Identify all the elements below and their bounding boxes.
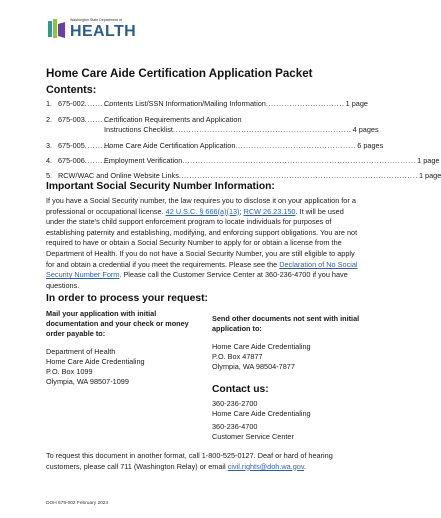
item-pages: 6 pages [357, 141, 384, 150]
contact-label: Customer Service Center [212, 432, 294, 441]
item-title: Contents List/SSN Information/Mailing Information [104, 99, 266, 108]
list-item: 1. 675-002 .......... Contents List/SSN Information/Mailing Information .............................. 1 page [46, 99, 368, 108]
item-title: Certification Requirements and Application [104, 115, 242, 124]
contents-heading: Contents: [46, 84, 97, 96]
item-code: 675-005 [58, 141, 85, 150]
other-documents-block [212, 314, 362, 372]
item-number: 3. [46, 141, 53, 150]
item-code: 675-002 [58, 99, 85, 108]
item-title: RCW/WAC and Online Website Links [58, 171, 179, 180]
contact-heading: Contact us: [212, 384, 269, 395]
contact-label: Home Care Aide Credentialing [212, 409, 311, 418]
document-title: Home Care Aide Certification Application Packet [46, 67, 313, 80]
item-number: 5. [46, 171, 53, 180]
logo-department-text: Washington State Department of [70, 18, 123, 22]
item-pages: 1 page [418, 171, 441, 180]
item-pages: 1 page [417, 156, 440, 165]
contact-customer-service [212, 422, 294, 442]
item-pages: 1 page [345, 99, 368, 108]
logo-wordmark: HEALTH [70, 23, 137, 40]
civil-rights-email-link[interactable]: civil.rights@doh.wa.gov [227, 461, 304, 471]
document-number: DOH 675-002 February 2024 [46, 501, 109, 506]
doh-logo [46, 18, 136, 42]
doh-logo-mark-icon [46, 18, 66, 40]
item-number: 1. [46, 99, 53, 108]
other-documents-address: Home Care Aide Credentialing P.O. Box 47877 Olympia, WA 98504-7877 [212, 342, 311, 371]
list-item: 5. RCW/WAC and Online Website Links ........................................................................................... 1 page [46, 171, 441, 180]
item-number: 4. [46, 156, 53, 165]
item-code: 675-006 [58, 156, 85, 165]
item-number: 2. [46, 115, 53, 124]
list-item: 2. 675-003 .......... Certification Requirements and Application Instructions Checklist .................................................................... 4 pages [46, 115, 379, 134]
mail-application-heading: Mail your application with initial documentation and your check or money order payable to: [46, 309, 189, 338]
ssn-paragraph: If you have a Social Security number, the law requires you to disclose it on your application for a professional or occupational license. 42 U.S.C. § 666(a)(13); RCW 26.23.150. It will be used under the state’s child support enforcement program to locate individuals for purposes of establishing paternity and establishing, modifying, and enforcing support obligations. You are not required to have or obtain a Social Security Number to apply for or obtain a license from the Department of Health. If you do not have a Social Security Number, you are still eligible to apply for and obtain a credential if you meet the requirements. Please see the Declaration of No Social Security Number Form. Please call the Customer Service Center at 360-236-4700 if you have questions. [46, 196, 358, 290]
accessibility-paragraph: To request this document in another format, call 1-800-525-0127. Deaf or hard of hearing customers, please call 711 (Washington Relay) or email civil.rights@doh.wa.gov. [46, 451, 333, 471]
process-heading: In order to process your request: [46, 293, 208, 304]
rcw-link[interactable]: RCW 26.23.150 [243, 206, 296, 216]
item-title: Home Care Aide Certification Application [104, 141, 236, 150]
item-code: 675-003 [58, 115, 85, 124]
list-item: 3. 675-005 .......... Home Care Aide Certification Application .............................................. 6 pages [46, 141, 384, 150]
other-documents-heading: Send other documents not sent with initial application to: [212, 314, 360, 333]
item-title-line2: Instructions Checklist [104, 125, 173, 134]
declaration-form-link[interactable]: Declaration of No Social Security Number Form [46, 259, 358, 280]
contact-phone: 360-236-4700 [212, 422, 258, 431]
contact-phone: 360-236-2700 [212, 399, 258, 408]
contact-credentialing [212, 399, 311, 419]
list-item: 4. 675-006 .......... Employment Verification ......................................................................................... 1 page [46, 156, 440, 165]
item-title: Employment Verification [104, 156, 183, 165]
mail-application-block [46, 309, 196, 387]
mail-address: Department of Health Home Care Aide Credentialing P.O. Box 1099 Olympia, WA 98507-1099 [46, 347, 145, 386]
item-pages: 4 pages [352, 125, 379, 134]
ssn-heading: Important Social Security Number Information: [46, 181, 275, 192]
usc-link[interactable]: 42 U.S.C. § 666(a)(13) [165, 206, 240, 216]
